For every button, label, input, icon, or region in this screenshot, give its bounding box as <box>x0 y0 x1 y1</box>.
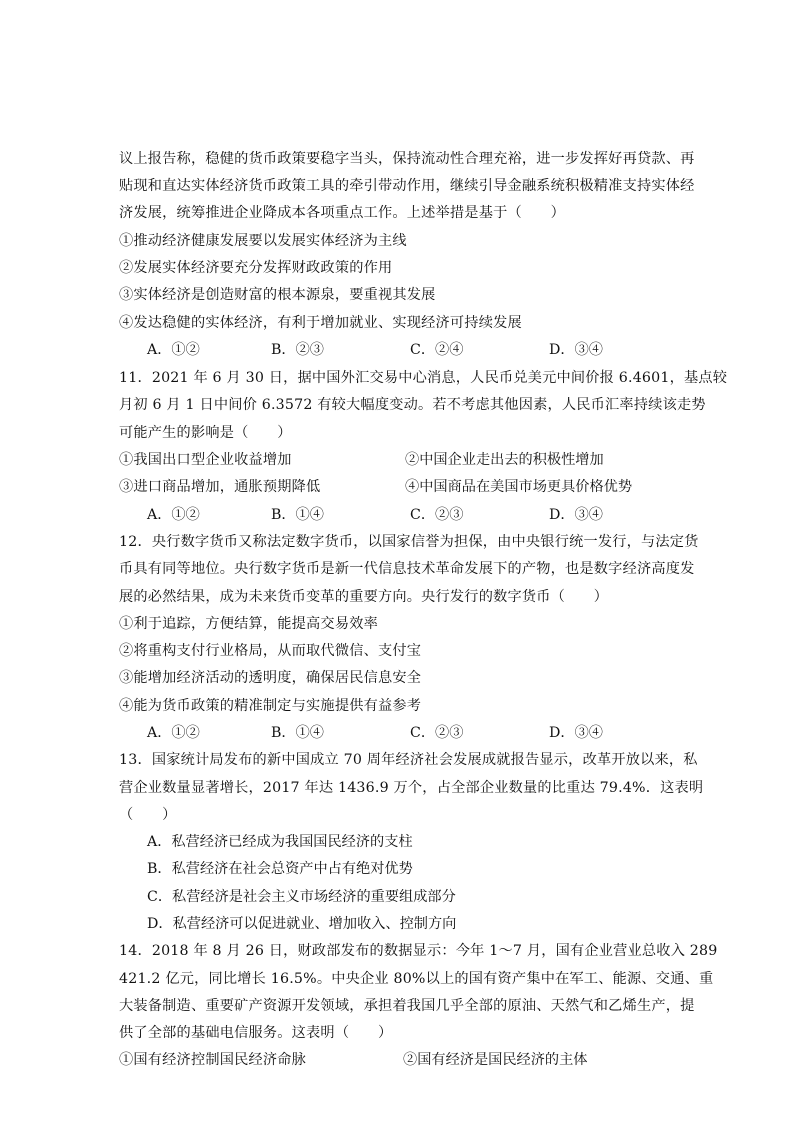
q13-stem-line-3: （ ） <box>119 807 177 823</box>
q10-stem-line-2: 贴现和直达实体经济货币政策工具的牵引带动作用，继续引导金融系统积极精准支持实体经 <box>119 178 695 194</box>
q11-choice-c[interactable]: C．②③ <box>410 507 464 523</box>
q13-choice-a[interactable]: A．私营经济已经成为我国国民经济的支柱 <box>147 834 413 850</box>
q13-stem-line-1: 13．国家统计局发布的新中国成立 70 周年经济社会发展成就报告显示，改革开放以来，私 <box>119 752 698 768</box>
q14-stem-line-4: 供了全部的基础电信服务。这表明（ ） <box>119 1025 393 1041</box>
q12-choice-c[interactable]: C．②③ <box>410 725 464 741</box>
q12-choice-d[interactable]: D．③④ <box>549 725 603 741</box>
q11-stem-line-3: 可能产生的影响是（ ） <box>119 425 292 441</box>
q11-item-1: ①我国出口型企业收益增加 <box>119 452 292 468</box>
q14-stem-line-3: 大装备制造、重要矿产资源开发领域，承担着我国几乎全部的原油、天然气和乙烯生产，提 <box>119 998 695 1014</box>
q12-item-4: ④能为货币政策的精准制定与实施提供有益参考 <box>119 698 422 714</box>
q11-item-3: ③进口商品增加，通胀预期降低 <box>119 479 321 495</box>
q13-choice-b[interactable]: B．私营经济在社会总资产中占有绝对优势 <box>147 861 413 877</box>
q12-stem-line-2: 币具有同等地位。央行数字货币是新一代信息技术革命发展下的产物，也是数字经济高度发 <box>119 561 695 577</box>
q11-item-2: ②中国企业走出去的积极性增加 <box>405 452 604 468</box>
q13-stem-line-2: 营企业数量显著增长，2017 年达 1436.9 万个，占全部企业数量的比重达 79.4%．这表明 <box>119 780 704 796</box>
q10-item-1: ①推动经济健康发展要以发展实体经济为主线 <box>119 233 407 249</box>
q10-stem-line-1: 议上报告称，稳健的货币政策要稳字当头，保持流动性合理充裕，进一步发挥好再贷款、再 <box>119 151 695 167</box>
q14-item-1: ①国有经济控制国民经济命脉 <box>119 1052 307 1068</box>
q10-item-4: ④发达稳健的实体经济，有利于增加就业、实现经济可持续发展 <box>119 315 522 331</box>
q13-choice-c[interactable]: C．私营经济是社会主义市场经济的重要组成部分 <box>147 889 456 905</box>
q12-item-3: ③能增加经济活动的透明度，确保居民信息安全 <box>119 670 422 686</box>
q12-item-1: ①利于追踪，方便结算，能提高交易效率 <box>119 616 378 632</box>
q10-choice-d[interactable]: D．③④ <box>549 342 603 358</box>
q12-choice-a[interactable]: A．①② <box>147 725 200 741</box>
q11-stem-line-1: 11．2021 年 6 月 30 日，据中国外汇交易中心消息，人民币兑美元中间价报 6.4601，基点较 <box>119 370 728 386</box>
q12-stem-line-1: 12．央行数字货币又称法定数字货币，以国家信誉为担保，由中央银行统一发行，与法定货 <box>119 534 699 550</box>
q12-item-2: ②将重构支付行业格局，从而取代微信、支付宝 <box>119 643 422 659</box>
q11-choice-a[interactable]: A．①② <box>147 507 200 523</box>
q10-choice-c[interactable]: C．②④ <box>410 342 464 358</box>
q12-stem-line-3: 展的必然结果，成为未来货币变革的重要方向。央行发行的数字货币（ ） <box>119 589 609 605</box>
q10-item-2: ②发展实体经济要充分发挥财政政策的作用 <box>119 260 393 276</box>
q12-choice-b[interactable]: B．①④ <box>271 725 324 741</box>
q10-item-3: ③实体经济是创造财富的根本源泉，要重视其发展 <box>119 287 436 303</box>
q11-stem-line-2: 月初 6 月 1 日中间价 6.3572 有较大幅度变动。若不考虑其他因素，人民币汇率持续该走势 <box>119 397 706 413</box>
q11-item-4: ④中国商品在美国市场更具价格优势 <box>405 479 633 495</box>
q14-item-2: ②国有经济是国民经济的主体 <box>403 1052 588 1068</box>
q10-choice-a[interactable]: A．①② <box>147 342 200 358</box>
q11-choice-b[interactable]: B．①④ <box>271 507 324 523</box>
q13-choice-d[interactable]: D．私营经济可以促进就业、增加收入、控制方向 <box>147 916 457 932</box>
q14-stem-line-1: 14．2018 年 8 月 26 日，财政部发布的数据显示：今年 1～7 月，国有企业营业总收入 289 <box>119 943 718 959</box>
q11-choice-d[interactable]: D．③④ <box>549 507 603 523</box>
q14-stem-line-2: 421.2 亿元，同比增长 16.5%。中央企业 80%以上的国有资产集中在军工、能源、交通、重 <box>119 971 714 987</box>
q10-choice-b[interactable]: B．②③ <box>271 342 324 358</box>
q10-stem-line-3: 济发展，统筹推进企业降成本各项重点工作。上述举措是基于（ ） <box>119 205 566 221</box>
